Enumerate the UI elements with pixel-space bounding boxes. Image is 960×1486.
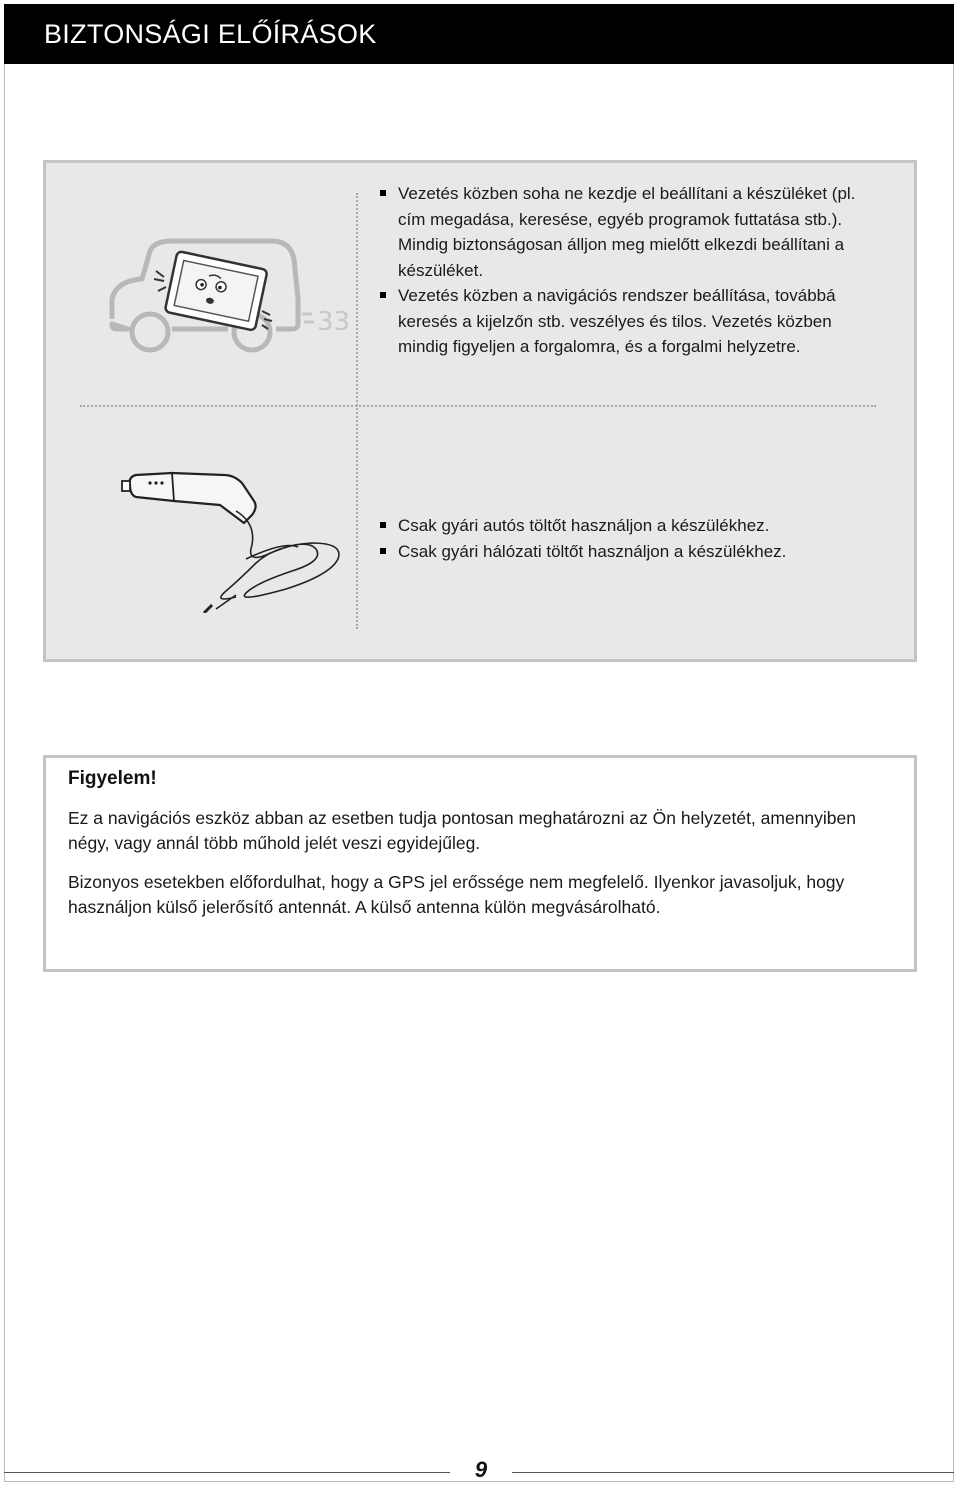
horizontal-divider [80, 405, 876, 407]
safety-panel [43, 160, 917, 662]
page-number: 9 [474, 1457, 488, 1482]
list-item: Csak gyári hálózati töltőt használjon a készülékhez. [380, 539, 880, 565]
car-charger-illustration-icon [116, 463, 366, 613]
attention-paragraph: Ez a navigációs eszköz abban az esetben tudja pontosan meghatározni az Ön helyzetét, amennyiben négy, vagy annál több műhold jelét veszi egyidejűleg. [68, 808, 857, 853]
attention-notice [43, 755, 917, 972]
charger-safety-list [380, 513, 880, 564]
svg-text:33: 33 [317, 307, 351, 337]
attention-title: Figyelem! [68, 768, 157, 789]
list-item: Csak gyári autós töltőt használjon a készülékhez. [380, 513, 880, 539]
attention-paragraph: Bizonyos esetekben előfordulhat, hogy a GPS jel erőssége nem megfelelő. Ilyenkor javasoljuk, hogy használjon külső jelerősítő antennát. A külső antenna külön megvásárolható. [68, 872, 845, 917]
footer-rule [512, 1472, 954, 1473]
footer-rule [4, 1472, 450, 1473]
driving-safety-list [380, 181, 860, 360]
page-title: BIZTONSÁGI ELŐÍRÁSOK [4, 4, 954, 64]
list-item: Vezetés közben soha ne kezdje el beállítani a készüléket (pl. cím megadása, keresése, egyéb programok futtatása stb.). Mindig biztonságosan álljon meg mielőtt elkezdi beállítani a készüléket. [380, 181, 860, 283]
list-item: Vezetés közben a navigációs rendszer beállítása, továbbá keresés a kijelzőn stb. veszélyes és tilos. Vezetés közben mindig figyeljen a forgalomra, és a forgalmi helyzetre. [380, 283, 860, 360]
car-driver-illustration-icon [102, 229, 352, 369]
